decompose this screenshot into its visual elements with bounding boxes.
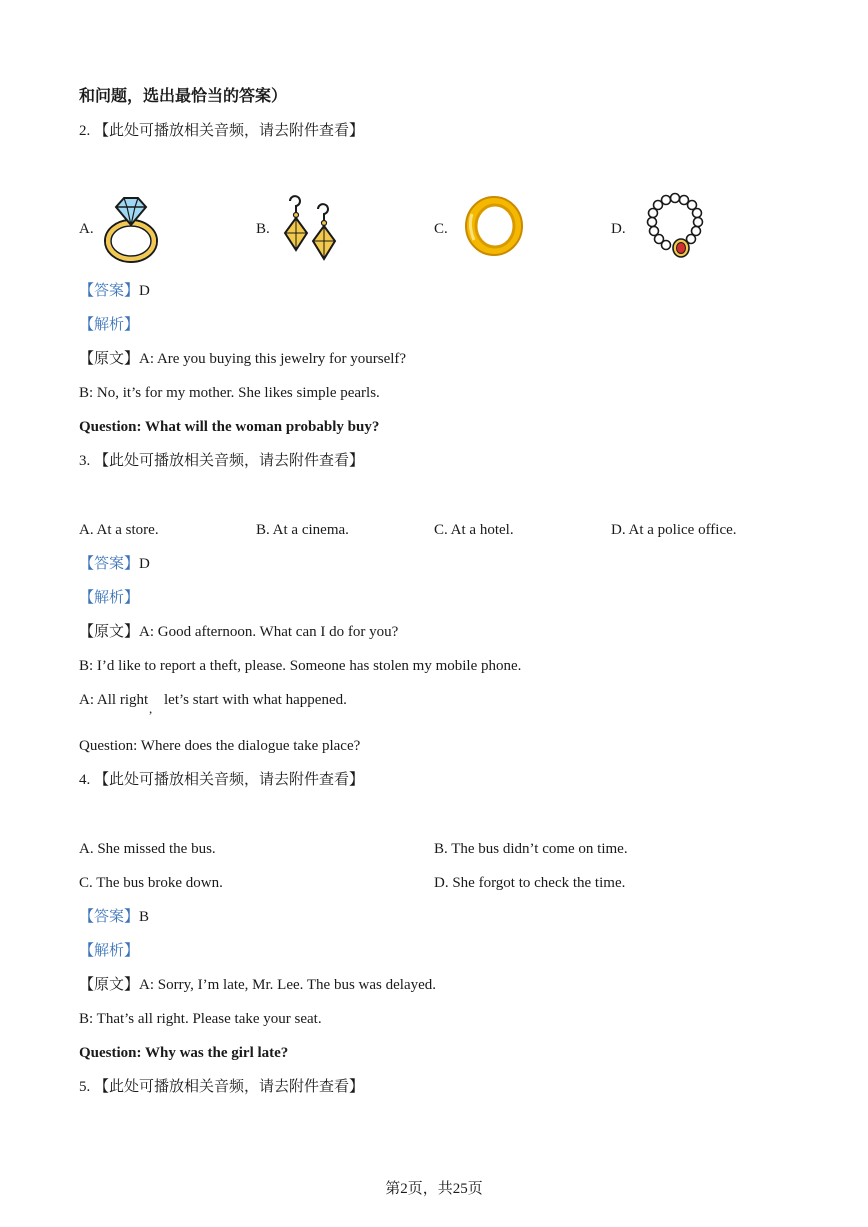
question-text: Question: Why was the girl late? [79,1045,289,1061]
answer-value: D [139,556,150,572]
answer-line-q3 [79,555,150,573]
pearl-necklace-icon [646,192,704,262]
option-d-label: D. [611,221,626,237]
answer-tag: 【答案】 [79,556,140,572]
transcript-line-2: B: No, it’s for my mother. She likes simple pearls. [79,385,380,401]
question-text: Question: Where does the dialogue take place? [79,738,361,754]
transcript-line-1 [79,350,406,368]
answer-tag: 【答案】 [79,283,140,299]
transcript-line-2: B: That’s all right. Please take your seat. [79,1011,322,1027]
transcript-tag: 【原文】 [79,351,140,367]
question-number: 4. [79,772,91,788]
analysis-tag: 【解析】 [79,590,140,606]
question-4-header [79,771,364,789]
transcript-line-3b: let’s start with what happened. [164,692,347,708]
earrings-icon [280,193,340,263]
section-instruction: 和问题，选出最恰当的答案） [79,88,288,105]
option-c[interactable]: C. At a hotel. [434,522,514,538]
question-3-header [79,452,364,470]
answer-line-q4 [79,908,149,926]
question-text: Question: What will the woman probably buy? [79,419,380,435]
page-footer: 第2页，共25页 [385,1181,483,1197]
option-a[interactable]: A. She missed the bus. [79,841,216,857]
option-a[interactable]: A. At a store. [79,522,159,538]
option-b-label: B. [256,221,270,237]
answer-value: D [139,283,150,299]
answer-value: B [139,909,150,925]
option-d[interactable]: D. At a police office. [611,522,737,538]
transcript-comma: , [149,701,153,716]
option-c-label: C. [434,221,448,237]
option-a-label: A. [79,221,94,237]
transcript-line-2: B: I’d like to report a theft, please. Someone has stolen my mobile phone. [79,658,522,674]
audio-placeholder[interactable]: 【此处可播放相关音频，请去附件查看】 [94,123,365,139]
question-number: 5. [79,1079,91,1095]
option-d[interactable]: D. She forgot to check the time. [434,875,626,891]
transcript-line-1 [79,623,398,641]
option-b[interactable]: B. The bus didn’t come on time. [434,841,628,857]
audio-placeholder[interactable]: 【此处可播放相关音频，请去附件查看】 [94,772,365,788]
option-c[interactable]: C. The bus broke down. [79,875,223,891]
gold-ring-icon [462,194,526,258]
answer-line-q2 [79,282,150,300]
question-number: 3. [79,453,91,469]
transcript-line-3a: A: All right [79,692,149,708]
audio-placeholder[interactable]: 【此处可播放相关音频，请去附件查看】 [94,453,365,469]
transcript-text: A: Sorry, I’m late, Mr. Lee. The bus was delayed. [139,977,437,993]
transcript-line-1 [79,976,436,994]
transcript-tag: 【原文】 [79,624,140,640]
analysis-tag: 【解析】 [79,943,140,959]
diamond-ring-icon [100,195,162,267]
audio-placeholder[interactable]: 【此处可播放相关音频，请去附件查看】 [94,1079,365,1095]
transcript-tag: 【原文】 [79,977,140,993]
question-5-header [79,1078,364,1096]
analysis-tag: 【解析】 [79,317,140,333]
question-2-header [79,122,364,140]
option-b[interactable]: B. At a cinema. [256,522,349,538]
transcript-text: A: Are you buying this jewelry for yourself? [139,351,407,367]
question-number: 2. [79,123,91,139]
transcript-text: A: Good afternoon. What can I do for you? [139,624,399,640]
answer-tag: 【答案】 [79,909,140,925]
